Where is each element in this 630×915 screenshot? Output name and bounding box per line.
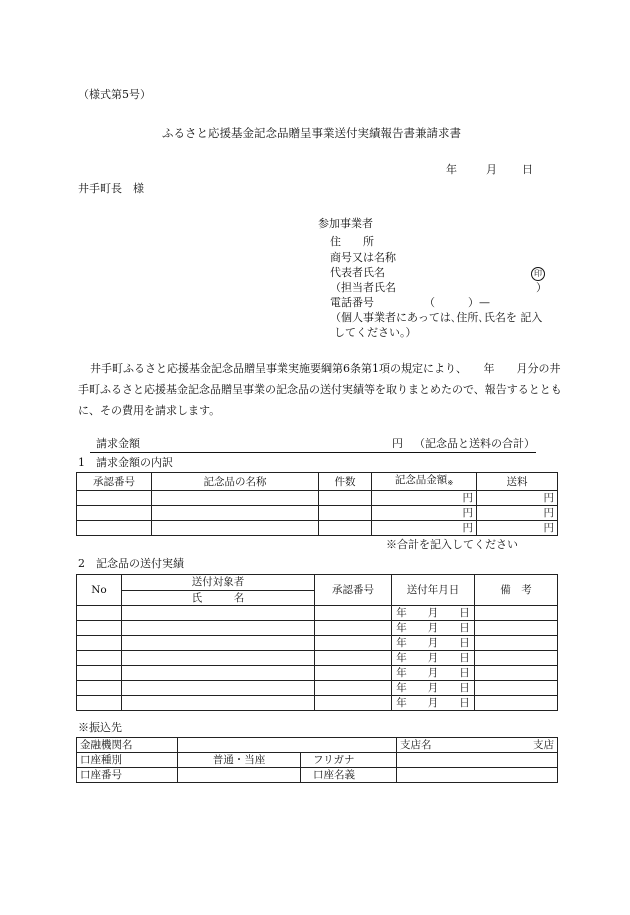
amount-mark: ※ bbox=[447, 479, 454, 487]
item-amount-label: 記念品金額 bbox=[394, 474, 448, 486]
date-cell[interactable]: 年 月 日 bbox=[392, 666, 475, 681]
approval-cell[interactable] bbox=[315, 636, 392, 651]
table-row bbox=[77, 696, 558, 711]
name-cell[interactable] bbox=[122, 621, 315, 636]
table-row bbox=[77, 606, 558, 621]
name-cell[interactable] bbox=[122, 651, 315, 666]
shipping-heading: 2 記念品の送付実績 bbox=[78, 557, 184, 570]
col-item-amount bbox=[372, 473, 477, 491]
item-amount-cell[interactable]: 円 bbox=[372, 521, 477, 536]
name-cell[interactable] bbox=[122, 606, 315, 621]
approval-cell[interactable] bbox=[315, 666, 392, 681]
table-row bbox=[77, 681, 558, 696]
bank-row bbox=[77, 738, 558, 753]
shipping-table bbox=[76, 574, 558, 711]
col-remarks: 備 考 bbox=[475, 575, 558, 606]
table-row bbox=[77, 491, 558, 506]
claim-label: 請求金額 bbox=[96, 437, 140, 450]
branch-suffix: 支店 bbox=[533, 739, 554, 751]
seal-stamp: 印 bbox=[531, 267, 545, 281]
account-type-value[interactable]: 普通・当座 bbox=[178, 753, 301, 768]
count-cell[interactable] bbox=[319, 506, 372, 521]
furigana-cell[interactable] bbox=[397, 753, 558, 768]
shipping-fee-cell[interactable]: 円 bbox=[477, 506, 558, 521]
claim-underline bbox=[90, 452, 536, 453]
branch-cell[interactable] bbox=[397, 738, 558, 753]
remarks-cell[interactable] bbox=[475, 681, 558, 696]
name-cell[interactable] bbox=[122, 666, 315, 681]
date-cell[interactable]: 年 月 日 bbox=[392, 636, 475, 651]
table-row bbox=[77, 651, 558, 666]
body-paragraph: 井手町ふるさと応援基金記念品贈呈事業実施要綱第6条第1項の規定により、 年 月分の井手町ふるさと応援基金記念品贈呈事業の記念品の送付実績等を取りまとめたので、報告するとともに、その費用を請求します。 bbox=[78, 362, 562, 417]
applicant-heading: 参加事業者 bbox=[318, 217, 373, 230]
branch-label: 支店名 bbox=[400, 739, 432, 751]
table-row bbox=[77, 666, 558, 681]
item-name-cell[interactable] bbox=[152, 491, 319, 506]
bank-name-cell[interactable] bbox=[178, 738, 397, 753]
remarks-cell[interactable] bbox=[475, 606, 558, 621]
account-holder-label: 口座名義 bbox=[301, 768, 397, 783]
account-number-cell[interactable] bbox=[178, 768, 301, 783]
account-number-row bbox=[77, 768, 558, 783]
date-cell[interactable]: 年 月 日 bbox=[392, 606, 475, 621]
shipping-fee-cell[interactable]: 円 bbox=[477, 491, 558, 506]
form-number: （様式第5号） bbox=[78, 88, 151, 101]
contact-label: （担当者氏名 bbox=[330, 281, 396, 294]
table-row bbox=[77, 506, 558, 521]
table-row bbox=[77, 621, 558, 636]
remarks-cell[interactable] bbox=[475, 621, 558, 636]
contact-close: ） bbox=[536, 281, 547, 294]
breakdown-header-row bbox=[77, 473, 558, 491]
col-count: 件数 bbox=[319, 473, 372, 491]
col-no: No bbox=[77, 575, 122, 606]
shipping-header-row-1 bbox=[77, 575, 558, 591]
col-approval-no: 承認番号 bbox=[315, 575, 392, 606]
no-cell[interactable] bbox=[77, 621, 122, 636]
approval-cell[interactable] bbox=[315, 696, 392, 711]
individual-note-2: してください。） bbox=[334, 326, 417, 339]
breakdown-heading: 1 請求金額の内訳 bbox=[78, 456, 173, 469]
date-cell[interactable]: 年 月 日 bbox=[392, 696, 475, 711]
document-title: ふるさと応援基金記念品贈呈事業送付実績報告書兼請求書 bbox=[162, 126, 461, 140]
individual-note-1: （個人事業者にあっては､住所､氏名を 記入 bbox=[330, 311, 543, 324]
approval-no-cell[interactable] bbox=[77, 491, 152, 506]
col-recipient: 送付対象者 bbox=[122, 575, 315, 591]
date-day: 日 bbox=[522, 163, 533, 176]
item-name-cell[interactable] bbox=[152, 506, 319, 521]
table-row bbox=[77, 521, 558, 536]
no-cell[interactable] bbox=[77, 666, 122, 681]
name-cell[interactable] bbox=[122, 636, 315, 651]
phone-format: （ ）— bbox=[424, 296, 490, 309]
furigana-label: フリガナ bbox=[301, 753, 397, 768]
col-approval-no: 承認番号 bbox=[77, 473, 152, 491]
date-cell[interactable]: 年 月 日 bbox=[392, 681, 475, 696]
no-cell[interactable] bbox=[77, 696, 122, 711]
col-ship-date: 送付年月日 bbox=[392, 575, 475, 606]
transfer-heading: ※振込先 bbox=[78, 721, 122, 734]
breakdown-footnote: ※合計を記入してください bbox=[386, 538, 518, 551]
phone-label: 電話番号 bbox=[330, 296, 374, 309]
account-number-label: 口座番号 bbox=[77, 768, 178, 783]
remarks-cell[interactable] bbox=[475, 636, 558, 651]
remarks-cell[interactable] bbox=[475, 696, 558, 711]
col-item-name: 記念品の名称 bbox=[152, 473, 319, 491]
count-cell[interactable] bbox=[319, 521, 372, 536]
approval-cell[interactable] bbox=[315, 621, 392, 636]
no-cell[interactable] bbox=[77, 651, 122, 666]
approval-no-cell[interactable] bbox=[77, 506, 152, 521]
breakdown-table bbox=[76, 472, 558, 536]
count-cell[interactable] bbox=[319, 491, 372, 506]
remarks-cell[interactable] bbox=[475, 666, 558, 681]
claim-note: （記念品と送料の合計） bbox=[414, 437, 535, 450]
name-cell[interactable] bbox=[122, 681, 315, 696]
item-name-cell[interactable] bbox=[152, 521, 319, 536]
no-cell[interactable] bbox=[77, 636, 122, 651]
name-cell[interactable] bbox=[122, 696, 315, 711]
date-cell[interactable]: 年 月 日 bbox=[392, 651, 475, 666]
transfer-table bbox=[76, 737, 558, 783]
account-holder-cell[interactable] bbox=[397, 768, 558, 783]
addressee: 井手町長 様 bbox=[78, 182, 144, 195]
date-month: 月 bbox=[486, 163, 497, 176]
seal-mark bbox=[531, 266, 545, 281]
shipping-fee-cell[interactable]: 円 bbox=[477, 521, 558, 536]
approval-no-cell[interactable] bbox=[77, 521, 152, 536]
approval-cell[interactable] bbox=[315, 606, 392, 621]
table-row bbox=[77, 636, 558, 651]
item-amount-cell[interactable]: 円 bbox=[372, 506, 477, 521]
company-label: 商号又は名称 bbox=[330, 251, 396, 264]
no-cell[interactable] bbox=[77, 606, 122, 621]
account-type-row bbox=[77, 753, 558, 768]
approval-cell[interactable] bbox=[315, 681, 392, 696]
bank-label: 金融機関名 bbox=[77, 738, 178, 753]
remarks-cell[interactable] bbox=[475, 651, 558, 666]
account-type-label: 口座種別 bbox=[77, 753, 178, 768]
date-cell[interactable]: 年 月 日 bbox=[392, 621, 475, 636]
item-amount-cell[interactable]: 円 bbox=[372, 491, 477, 506]
no-cell[interactable] bbox=[77, 681, 122, 696]
approval-cell[interactable] bbox=[315, 651, 392, 666]
date-year: 年 bbox=[446, 163, 457, 176]
claim-unit: 円 bbox=[392, 437, 403, 450]
col-shipping-fee: 送料 bbox=[477, 473, 558, 491]
representative-label: 代表者氏名 bbox=[330, 266, 385, 279]
col-name: 氏 名 bbox=[122, 590, 315, 606]
address-label: 住 所 bbox=[330, 235, 374, 248]
